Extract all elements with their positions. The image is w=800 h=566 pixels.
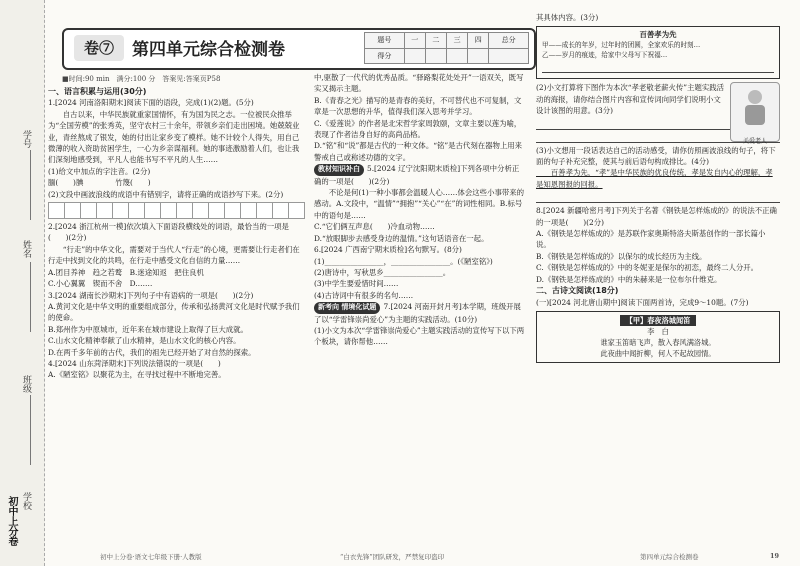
answer-line[interactable]	[536, 192, 780, 203]
paper-number-badge: 卷⑦	[74, 35, 124, 61]
school-label: 学校	[21, 492, 31, 510]
exam-meta: ■时间:90 min 满分:100 分 答案见:答案页P58	[62, 75, 221, 83]
score-cell[interactable]	[404, 48, 425, 64]
class-label: 班级	[21, 375, 31, 393]
question-5	[314, 163, 526, 187]
score-cell[interactable]	[425, 48, 446, 64]
poem-box	[536, 311, 780, 363]
score-cell[interactable]	[468, 48, 489, 64]
section-title: 二、古诗文阅读(18分)	[536, 286, 619, 296]
pinyin-items	[48, 177, 306, 188]
poster-box	[536, 26, 780, 79]
option-line: D.在两千多年前的古代，我们的祖先已经开始了对自然的探索。	[48, 347, 256, 357]
reading-passage: 自古以来，中华民族就重家国情怀，有为国为民之志。一位被民众推举为“全国劳模”的张秀英，坚守农村三十余年，带领乡亲们走出困境。她兢兢业业，青丝熬成了银发，她的付出让家乡变了模样。她不计较个人得失，用自己微薄的收入资助贫困学生，一心为乡亲谋福利。她的事迹激励着人们，也让我们深刻地感受到，平凡人也能书写不平凡的人生……	[48, 109, 300, 165]
question-2-passage: “行走”的中华文化，需要对于当代人“行走”的心境，更需要让行走者们在行走中找到文化的共鸣，在行走中感受文化自信的力量……	[48, 244, 300, 266]
poster-line: 乙——岁月的痕迹，给家中父母写下祝福…	[542, 51, 668, 60]
poem-line: 此夜曲中闻折柳，何人不起故园情。	[600, 348, 716, 358]
poem-title: 【甲】春夜洛城闻笛	[620, 315, 697, 326]
footer-right: 第四单元综合检测卷	[640, 553, 699, 561]
score-table	[364, 32, 529, 64]
answer-grid[interactable]	[48, 202, 306, 219]
poem-line: 谁家玉笛暗飞声，散入春风满洛城。	[600, 337, 716, 347]
fill-line[interactable]: (4)古诗词中有很多的名句……	[314, 290, 414, 300]
fill-line[interactable]: (2)唐诗中，写秋思乡________________。	[314, 267, 451, 277]
question-2: 2.[2024 浙江杭州一模]依次填入下面语段横线处的词语，最恰当的一项是( )(2分)	[48, 222, 289, 243]
question-1-2: (2)文段中画波浪线的成语中有错别字，请将正确的成语抄写下来。(2分)	[48, 189, 284, 199]
option-line: D.“铭”和“说”都是古代的一种文体。“铭”是古代刻在器物上用来警戒自己或称述功德的文字。	[314, 141, 523, 162]
question-5-text: 5.[2024 辽宁沈阳期末质检]下列各项中分析正确的一项是( )(2分)	[314, 164, 520, 186]
option-line: D.《钢铁是怎样炼成的》中的朱赫来是一位布尔什维克。	[536, 274, 722, 284]
option-line: C.山水文化精神奉献了山水精神，是山水文化的核心内容。	[48, 336, 241, 346]
score-row-label: 得分	[365, 48, 405, 64]
option-line: C.《爱莲说》的作者是北宋哲学家周敦颐，文章主要以莲为喻，表现了作者洁身自好的高尚品格。	[314, 118, 522, 140]
section-title: 一、语言积累与运用(30分)	[48, 87, 147, 96]
question-1-1: (1)给文中加点的字注音。(2分)	[48, 166, 151, 176]
class-number-label: 学号	[21, 130, 31, 148]
poster-title: 百善孝为先	[639, 30, 677, 40]
question-5-passage: 不论是何(1)一种小事都会温暖人心……体会这些小事带来的感动。A.文段中，“温情”“拥抱”“关心”“在”的词性相同。B.标号中的语句是……	[314, 188, 525, 220]
option-line: A.黄河文化是中华文明的重要组成部分，传承和弘扬黄河文化是时代赋予我们的使命。	[48, 301, 300, 323]
question-7	[314, 301, 526, 325]
score-cell[interactable]	[446, 48, 467, 64]
fill-line	[30, 150, 31, 220]
topic-tag: 新考向 情境化试题	[314, 302, 380, 313]
fill-line[interactable]: (1)________________，________________。(《陋室铭》)	[314, 256, 493, 266]
question-1: 1.[2024 河南洛阳期末]阅读下面的语段，完成(1)(2)题。(5分)	[48, 98, 254, 108]
score-header: 一	[404, 33, 425, 49]
question-3: 3.[2024 湖南长沙期末]下列句子中有语病的一项是( )(2分)	[48, 290, 254, 300]
option-line: B.《钢铁是怎样炼成的》以保尔的成长经历为主线。	[536, 251, 707, 261]
score-header: 二	[425, 33, 446, 49]
option-line: A.团目养神 趋之若鹜 B.迷途知返 把住良机	[48, 267, 204, 277]
option-line: 中,驱散了一代代的优秀品质。“驿路梨花处处开”一语双关，既写实又揭示主题。	[314, 73, 524, 94]
option-line: C.小心翼翼 锲而不舍 D.……	[48, 279, 153, 289]
exam-header	[62, 28, 536, 70]
series-tag: 初中上分卷	[6, 496, 17, 546]
section-subtitle: (一)[2024 河北唐山期中]阅读下面两首诗，完成9～10题。(7分)	[536, 297, 749, 307]
question-8: 8.[2024 新疆哈密月考]下列关于名著《钢铁是怎样炼成的》的说法不正确的一项是( )(2分)	[536, 206, 777, 227]
poster-line: 甲——成长的年岁，过年时的团圆，全家欢乐的时刻…	[542, 41, 701, 50]
pinyin-item[interactable]: 竹篾( )	[115, 178, 151, 188]
score-header: 三	[446, 33, 467, 49]
pinyin-item[interactable]: 腼( )腆	[48, 178, 84, 188]
column-3	[536, 12, 780, 366]
option-line: B.郑州作为中原城市，近年来在城市建设上取得了巨大成就。	[48, 324, 248, 334]
footer-center: “白衣先锋”团队研发，严禁复印盗印	[340, 553, 445, 561]
option-line: C.《钢铁是怎样炼成的》中的冬妮亚是保尔的初恋，最终二人分开。	[536, 263, 759, 273]
option-line: A.《钢铁是怎样炼成的》是苏联作家奥斯特洛夫斯基创作的一部长篇小说。	[536, 229, 766, 250]
score-cell[interactable]	[489, 48, 529, 64]
elder-care-icon	[731, 83, 779, 131]
question-7-1: (1)小文为本次“学雷锋崇尚爱心”主题实践活动的宣传写下以下两个板块，请你帮他……	[314, 325, 525, 347]
topic-tag: 教材知识补白	[314, 164, 364, 175]
page-number: 19	[770, 552, 780, 560]
question-7-3: (3)小文想用一段话表达自己的活动感受，请你仿照画波浪线的句子，将下面的句子补充完整，使其与前后语句构成排比。(4分)	[536, 145, 776, 167]
illustration-caption: 关爱老人	[742, 137, 767, 145]
poem-author: 李 白	[647, 326, 669, 336]
page-title: 第四单元综合检测卷	[132, 40, 285, 60]
score-header: 总分	[489, 33, 529, 49]
column-1	[48, 86, 306, 381]
model-sentence: 百善孝为先，“孝”是中华民族的优良传统，孝是发自内心的理解，孝是知恩图报的回报。	[536, 168, 773, 189]
question-7-2: (2)小文打算将下图作为本次“孝老敬老薪火传”主题实践活动的海报，请你结合图片内容和宣传词向同学们说明小文设计该图的用意。(3分)	[536, 83, 725, 116]
continued-text: 其具体内容。(3分)	[536, 13, 599, 22]
option-line: D.“放眼脚步去感受身边的温情。”这句话语音在一起。	[314, 233, 489, 243]
question-4: 4.[2024 山东菏泽期末]下列说法错误的一项是( )	[48, 358, 221, 368]
answer-line[interactable]	[542, 62, 774, 73]
binding-margin	[0, 0, 45, 566]
option-line: C.“它们俩互声息( )冷血动物……	[314, 222, 435, 232]
fill-line	[30, 262, 31, 332]
score-header: 题号	[365, 33, 405, 49]
score-header: 四	[468, 33, 489, 49]
footer-left: 初中上分卷·语文七年级下册·人教版	[100, 553, 202, 561]
question-6: 6.[2024 广西南宁期末质检]名句默写。(8分)	[314, 245, 462, 255]
fill-line[interactable]: (3)中学生要爱惜时间……	[314, 279, 399, 289]
option-line: B.《青春之光》描写的是青春的美好，不可替代也不可复制，文章是一次思想的升华，值得我们深入思考并学习。	[314, 95, 522, 117]
name-label: 姓名	[21, 240, 31, 258]
poster-illustration	[730, 82, 780, 145]
fill-line	[30, 395, 31, 465]
option-line: A.《陋室铭》以聚花为主，在寻找过程中不断地完善。	[48, 370, 226, 380]
column-2	[314, 72, 526, 348]
question-7-text: 7.[2024 河南开封月考]本学期，班级开展了以“学雷锋崇尚爱心”为主题的实践活动。(10分)	[314, 302, 521, 324]
